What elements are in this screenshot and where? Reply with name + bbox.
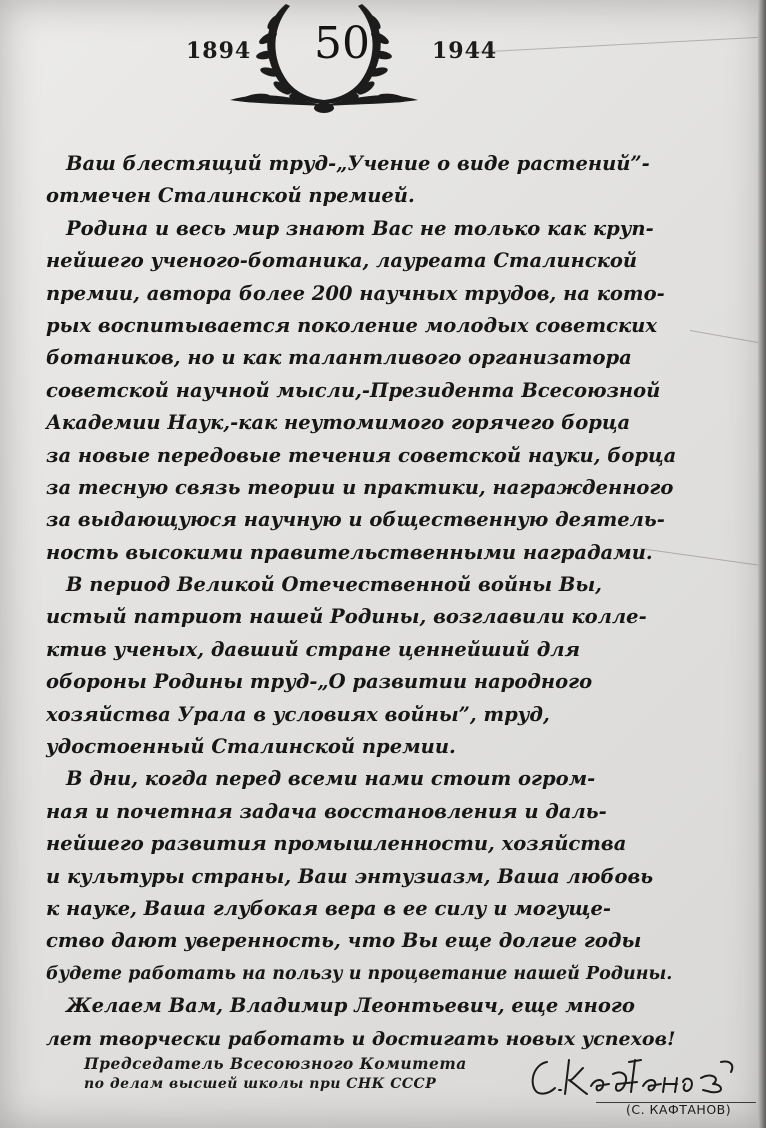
- text-line: Ваш блестящий труд-„Учение о виде растений”-: [66, 152, 650, 175]
- signer-name: (С. КАФТАНОВ): [626, 1102, 732, 1117]
- text-line: лет творчески работать и достигать новых успехов!: [46, 1027, 676, 1050]
- signatory-title-line1: Председатель Всесоюзного Комитета: [84, 1054, 467, 1073]
- text-line: ктив ученых, давший стране ценнейший для: [46, 637, 581, 661]
- text-line: ность высокими правительственными наградами.: [46, 540, 653, 564]
- text-line: В период Великой Отечественной войны Вы,: [66, 573, 602, 597]
- letter-body: [46, 148, 677, 1055]
- year-end: 1944: [432, 38, 498, 64]
- text-line: хозяйства Урала в условиях войны”, труд,: [46, 702, 550, 726]
- text-line: премии, автора более 200 научных трудов, на кото-: [46, 281, 665, 305]
- jubilee-number: 50: [314, 18, 370, 69]
- text-line: будете работать на пользу и процветание нашей Родины.: [46, 963, 673, 984]
- text-line: ство дают уверенность, что Вы еще долгие годы: [46, 929, 642, 953]
- jubilee-header: [0, 0, 766, 120]
- year-start: 1894: [186, 38, 252, 64]
- handwritten-signature: [525, 1050, 745, 1100]
- text-line: обороны Родины труд-„О развитии народного: [46, 670, 593, 694]
- text-line: отмечен Сталинской премией.: [46, 184, 415, 208]
- text-line: рых воспитывается поколение молодых советских: [46, 313, 657, 337]
- text-line: Академии Наук,-как неутомимого горячего борца: [46, 411, 631, 435]
- film-edge: [758, 0, 766, 1128]
- film-scratch: [690, 330, 766, 347]
- text-line: за новые передовые течения советской науки, борца: [46, 443, 677, 467]
- text-line: и культуры страны, Ваш энтузиазм, Ваша любовь: [46, 864, 654, 888]
- text-line: ная и почетная задача восстановления и даль-: [46, 799, 607, 823]
- text-line: удостоенный Сталинской премии.: [46, 735, 456, 759]
- signatory-title-line2: по делам высшей школы при СНК СССР: [84, 1076, 437, 1092]
- text-line: ботаников, но и как талантливого организатора: [46, 346, 632, 370]
- text-line: В дни, когда перед всеми нами стоит огром-: [66, 767, 596, 791]
- text-line: к науке, Ваша глубокая вера в ее силу и могуще-: [46, 896, 611, 920]
- text-line: советской научной мысли,-Президента Всесоюзной: [46, 378, 661, 402]
- text-line: нейшего ученого-ботаника, лауреата Сталинской: [46, 249, 638, 273]
- text-line: Желаем Вам, Владимир Леонтьевич, еще много: [66, 994, 635, 1018]
- text-line: за тесную связь теории и практики, награжденного: [46, 475, 674, 499]
- text-line: нейшего развития промышленности, хозяйства: [46, 832, 627, 856]
- text-line: за выдающуюся научную и общественную деятель-: [46, 508, 665, 532]
- text-line: истый патриот нашей Родины, возглавили колле-: [46, 605, 647, 629]
- text-line: Родина и весь мир знают Вас не только как круп-: [66, 216, 654, 240]
- signatory-title: [84, 1054, 524, 1094]
